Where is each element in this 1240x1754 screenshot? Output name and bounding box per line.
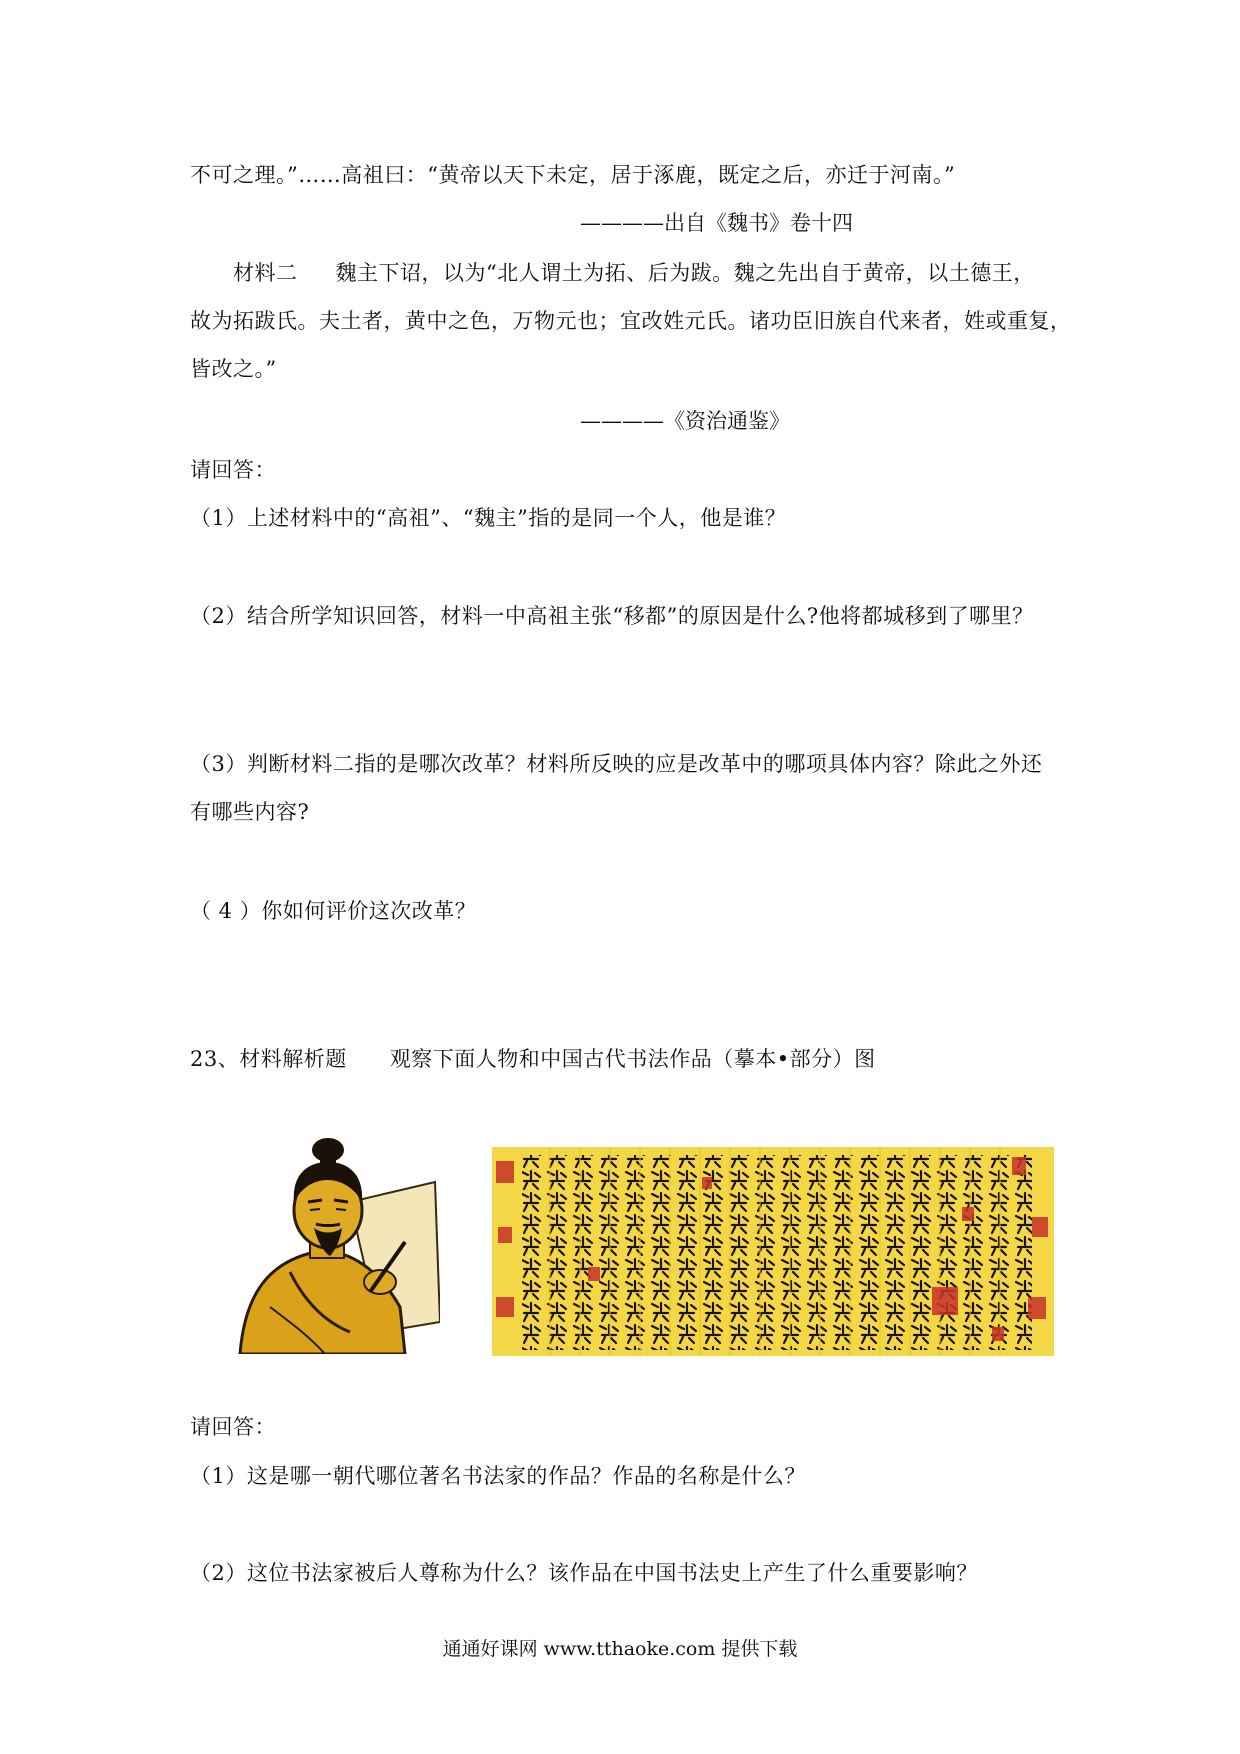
material1-text: 不可之理。”……高祖曰：“黄帝以天下未定，居于涿鹿，既定之后，亦迁于河南。” [190,163,956,187]
q22-question-4: （ 4 ）你如何评价这次改革？ [190,899,477,923]
q22-question-2: （2）结合所学知识回答，材料一中高祖主张“移都”的原因是什么?他将都城移到了哪里？ [190,604,1034,628]
calligraphy-illustration [492,1147,1054,1356]
q22-question-3-line2: 有哪些内容? [190,800,310,824]
portrait-illustration [230,1132,440,1354]
q22-prompt: 请回答： [190,458,276,482]
calligraphy-scroll-image [492,1147,1054,1356]
page-footer: 通通好课网 www.tthaoke.com 提供下载 [442,1638,798,1660]
calligrapher-portrait [230,1132,440,1354]
material2-line2: 故为拓跋氏。夫土者，黄中之色，万物元也；宜改姓元氏。诸功臣旧族自代来者，姓或重复， [190,309,1072,333]
q23-question-1: （1）这是哪一朝代哪位著名书法家的作品？作品的名称是什么？ [190,1464,806,1488]
q23-title: 23、材料解析题 观察下面人物和中国古代书法作品（摹本•部分）图 [190,1047,876,1071]
material2-line3: 皆改之。” [190,357,277,381]
q22-question-3-line1: （3）判断材料二指的是哪次改革？材料所反映的应是改革中的哪项具体内容？除此之外还 [190,752,1043,776]
material2-text1: 魏主下诏，以为“北人谓土为拓、后为跋。魏之先出自于黄帝，以土德王， [335,261,1035,285]
q23-prompt: 请回答： [190,1415,276,1439]
material2-source: ————《资治通鉴》 [580,409,790,433]
q22-question-1: （1）上述材料中的“高祖”、“魏主”指的是同一个人，他是谁？ [190,506,787,530]
q23-question-2: （2）这位书法家被后人尊称为什么？该作品在中国书法史上产生了什么重要影响？ [190,1561,978,1585]
material2-label: 材料二 [233,261,298,285]
material2-line1 [233,258,1035,288]
material1-source: ————出自《魏书》卷十四 [580,211,853,235]
